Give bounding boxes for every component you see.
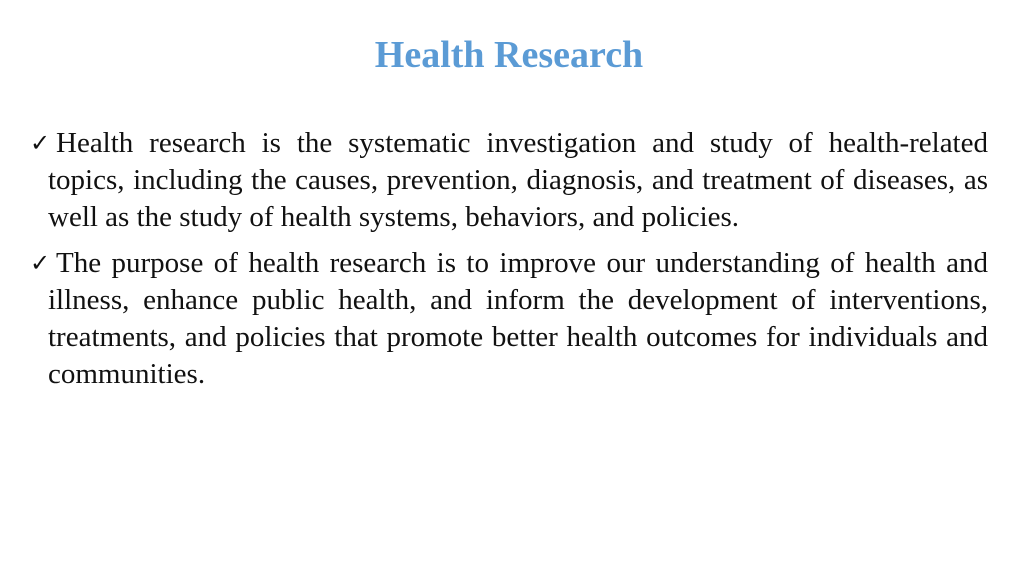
bullet-item bbox=[30, 125, 988, 236]
bullet-list bbox=[30, 125, 988, 393]
bullet-text: The purpose of health research is to improve our understanding of health and illness, enhance public health, and inform the development of interventions, treatments, and policies that promote better health outcomes for individuals and communities. bbox=[48, 247, 988, 390]
bullet-item bbox=[30, 245, 988, 393]
bullet-text: Health research is the systematic investigation and study of health-related topics, including the causes, prevention, diagnosis, and treatment of diseases, as well as the study of health systems, behaviors, and policies. bbox=[48, 127, 988, 233]
check-icon: ✓ bbox=[30, 249, 51, 277]
check-icon: ✓ bbox=[30, 129, 51, 157]
slide-title: Health Research bbox=[374, 34, 644, 76]
